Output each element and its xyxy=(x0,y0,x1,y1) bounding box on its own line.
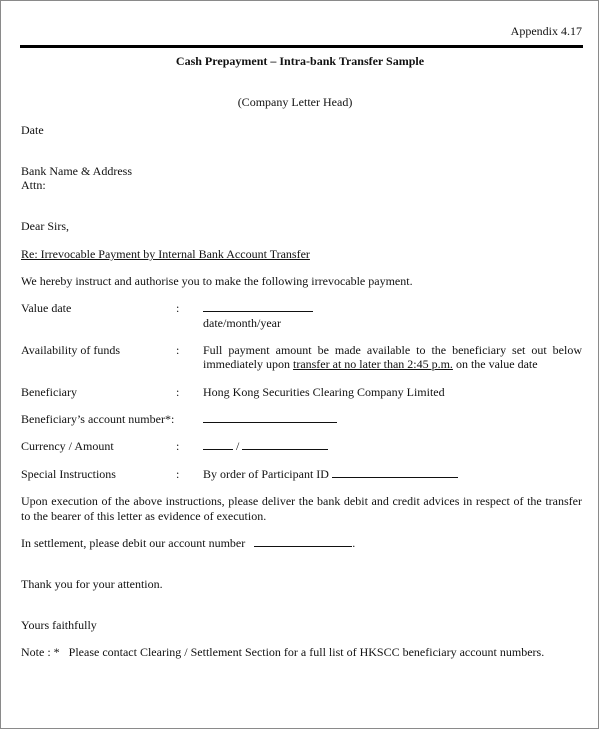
beneficiary-label: Beneficiary xyxy=(21,385,77,399)
appendix-number: Appendix 4.17 xyxy=(510,24,582,38)
participant-id-field[interactable]: By order of Participant ID xyxy=(203,467,458,481)
special-instructions-label: Special Instructions xyxy=(21,467,116,481)
salutation: Dear Sirs, xyxy=(21,219,69,233)
closing: Yours faithfully xyxy=(21,618,97,632)
availability-text: Full payment amount be made available to the beneficiary set out below immediately upon transfer at no later than 2:45 p.m. on the value date xyxy=(203,343,582,371)
subject-line: Re: Irrevocable Payment by Internal Bank Account Transfer xyxy=(21,247,310,261)
instruction-text: We hereby instruct and authorise you to make the following irrevocable payment. xyxy=(21,274,413,288)
colon: : xyxy=(176,343,180,357)
settlement-line[interactable]: In settlement, please debit our account number . xyxy=(21,536,356,550)
beneficiary-value: Hong Kong Securities Clearing Company Limited xyxy=(203,385,445,399)
date-label: Date xyxy=(21,123,44,137)
value-date-hint: date/month/year xyxy=(203,316,281,330)
value-date-label: Value date xyxy=(21,301,72,315)
colon: : xyxy=(176,439,180,453)
deadline-underlined: transfer at no later than 2:45 p.m. xyxy=(292,357,453,371)
execution-paragraph: Upon execution of the above instructions, please deliver the bank debit and credit advices in respect of the transfer to the bearer of this letter as evidence of execution. xyxy=(21,494,582,523)
currency-amount-blanks[interactable]: / xyxy=(203,439,328,453)
currency-amount-label: Currency / Amount xyxy=(21,439,114,453)
letterhead-placeholder: (Company Letter Head) xyxy=(237,95,353,109)
thanks-line: Thank you for your attention. xyxy=(21,577,163,591)
attn-label: Attn: xyxy=(21,178,46,192)
account-number-blank[interactable] xyxy=(203,412,337,426)
document-title: Cash Prepayment – Intra-bank Transfer Sample xyxy=(175,54,425,68)
footnote: Note : * Please contact Clearing / Settlement Section for a full list of HKSCC beneficiary account numbers. xyxy=(21,645,545,659)
colon: : xyxy=(176,467,180,481)
colon: : xyxy=(176,301,180,315)
bank-name-address: Bank Name & Address xyxy=(21,164,132,178)
value-date-blank[interactable] xyxy=(203,301,313,315)
header-rule xyxy=(20,45,583,48)
colon: : xyxy=(176,385,180,399)
availability-label: Availability of funds xyxy=(21,343,121,357)
account-number-label: Beneficiary’s account number*: xyxy=(21,412,175,426)
